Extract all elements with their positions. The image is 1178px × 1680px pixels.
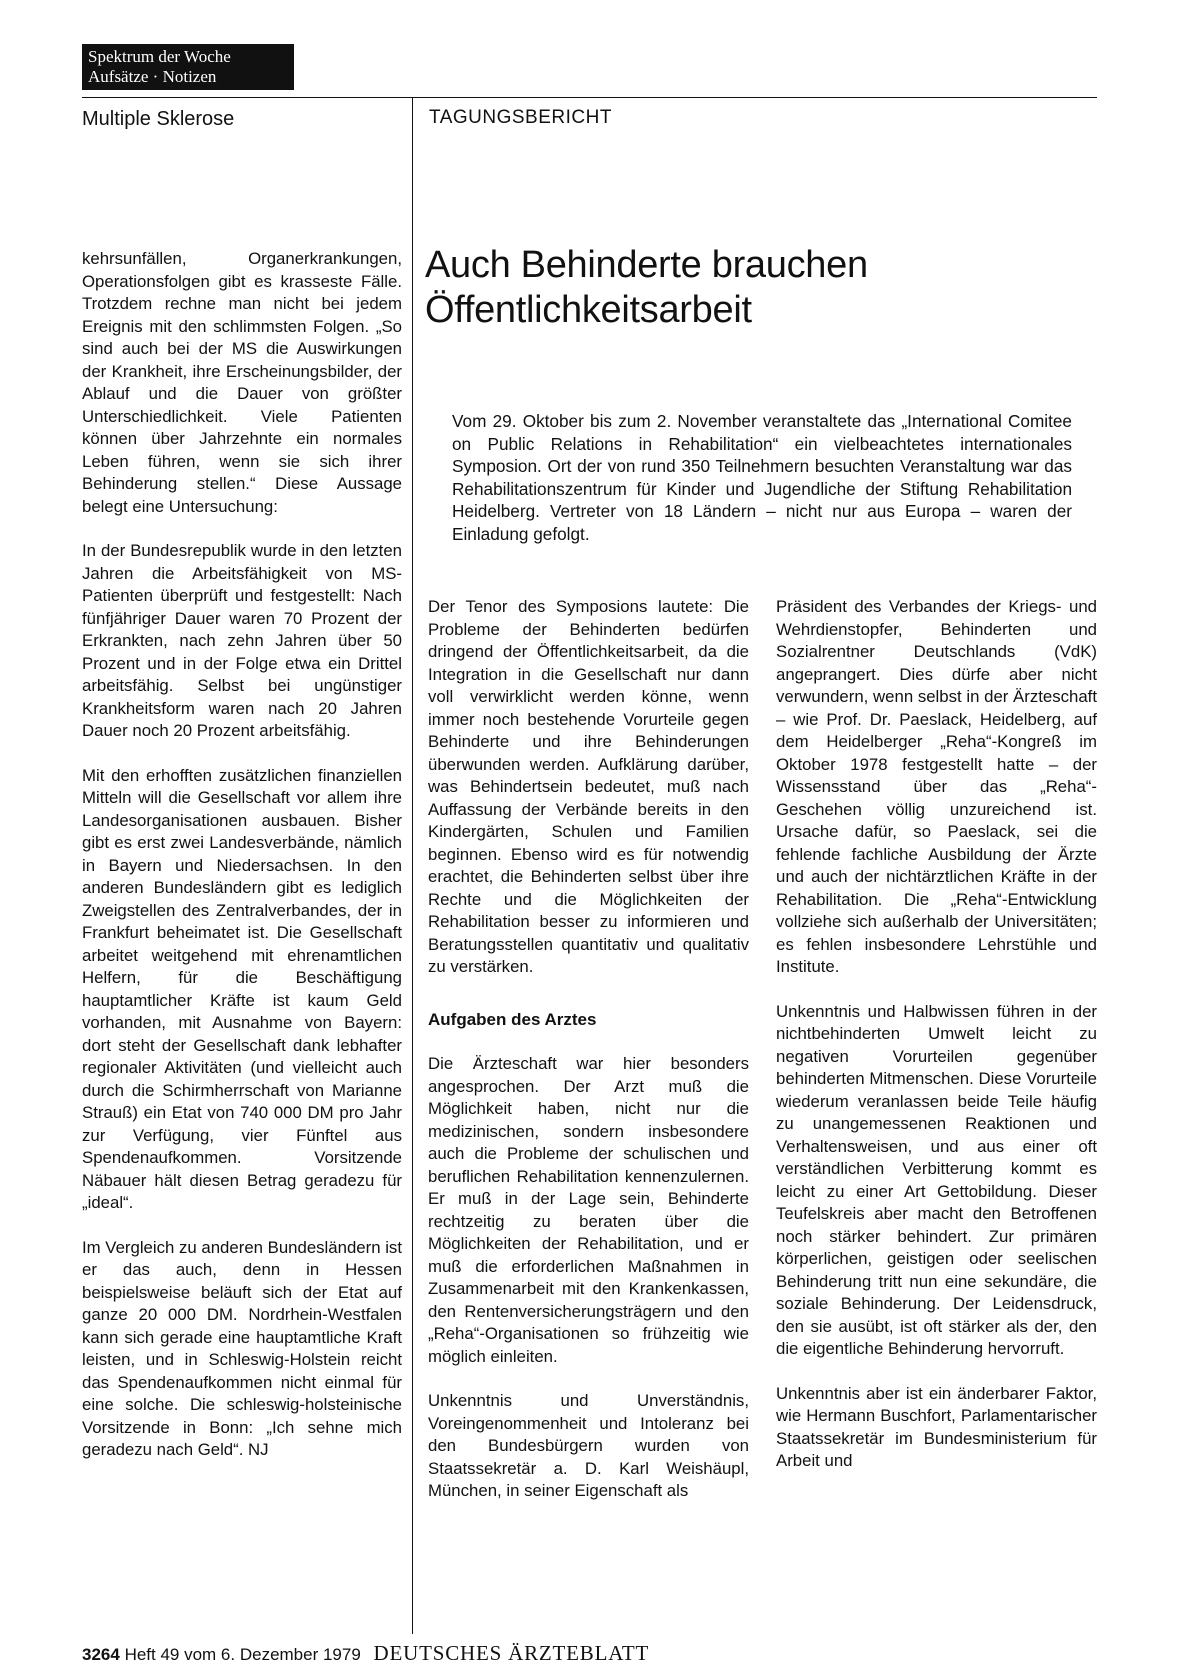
topic-kicker: Multiple Sklerose: [82, 108, 235, 130]
paragraph: Unkenntnis aber ist ein änderbarer Faktor, wie Hermann Buschfort, Parlamentarischer Staatssekretär im Bundesministerium für Arbeit und: [776, 1383, 1097, 1470]
issue-info: Heft 49 vom 6. Dezember 1979: [124, 1645, 361, 1664]
column-divider: [412, 97, 413, 1634]
paragraph: Unkenntnis und Unverständnis, Voreingenommenheit und Intoleranz bei den Bundesbürgern wurden von Staatssekretär a. D. Karl Weishäupl, München, in seiner Eigenschaft als: [428, 1391, 749, 1500]
section-label: [82, 44, 294, 90]
text-column-2: [428, 596, 749, 1525]
section-label-line-2: Aufsätze · Notizen: [88, 67, 217, 86]
section-label-line-1: Spektrum der Woche: [88, 47, 231, 66]
paragraph: Mit den erhofften zusätzlichen finanziellen Mitteln will die Gesellschaft vor allem ihre Landesorganisationen ausbauen. Bisher gibt es erst zwei Landesverbände, nämlich in Bayern und Niedersachsen. In den anderen Bundesländern gibt es lediglich Zweigstellen des Zentralverbandes, der in Frankfurt beheimatet ist. Die Gesellschaft arbeitet weitgehend mit ehrenamtlichen Helfern, für die Beschäftigung hauptamtlicher Kräfte ist kaum Geld vorhanden, mit Ausnahme von Bayern: dort steht der Gesellschaft dank lebhafter regionaler Aktivitäten (und vielleicht auch durch die Schirmherrschaft von Marianne Strauß) ein Etat von 740 000 DM pro Jahr zur Verfügung, vier Fünftel aus Spendenaufkommen. Vorsitzende Näbauer hält diesen Betrag geradezu für „ideal“.: [82, 765, 402, 1212]
paragraph: Der Tenor des Symposions lautete: Die Probleme der Behinderten bedürfen dringend der Öffentlichkeitsarbeit, da die Integration in die Gesellschaft nur dann voll verwirklicht werden könne, wenn immer noch bestehende Vorurteile gegen Behinderte und ihre Behinderungen überwunden werden. Aufklärung darüber, was Behindertsein bedeutet, muß nach Auffassung der Verbände bereits in den Kindergärten, Schulen und Familien beginnen. Ebenso wird es für notwendig erachtet, die Behinderten selbst über ihre Rechte und die Möglichkeiten der Rehabilitation besser zu informieren und Beratungsstellen quantitativ und qualitativ zu verstärken.: [428, 597, 749, 976]
rubric-kicker: TAGUNGSBERICHT: [429, 107, 612, 128]
text-column-1: [82, 248, 402, 1484]
text-column-3: [776, 596, 1097, 1495]
journal-name: DEUTSCHES ÄRZTEBLATT: [373, 1641, 650, 1665]
paragraph: kehrsunfällen, Organerkrankungen, Operationsfolgen gibt es krasseste Fälle. Trotzdem rechne man nicht bei jedem Ereignis mit den schlimmsten Folgen. „So sind auch bei der MS die Auswirkungen der Krankheit, ihre Erscheinungsbilder, der Ablauf und die Dauer von größter Unterschiedlichkeit. Viele Patienten können über Jahrzehnte ein normales Leben führen, wenn sie sich ihrer Behinderung stellen.“ Diese Aussage belegt eine Untersuchung:: [82, 249, 402, 516]
article-lead: Vom 29. Oktober bis zum 2. November veranstaltete das „International Comitee on Public Relations in Rehabilitation“ ein vielbeachtetes internationales Symposion. Ort der von rund 350 Teilnehmern besuchten Veranstaltung war das Rehabilitationszentrum für Kinder und Jugendliche der Stiftung Rehabilitation Heidelberg. Vertreter von 18 Ländern – nicht nur aus Europa – waren der Einladung gefolgt.: [452, 411, 1072, 544]
subheading: Aufgaben des Arztes: [428, 1009, 597, 1029]
paragraph: Im Vergleich zu anderen Bundesländern ist er das auch, denn in Hessen beispielsweise beläuft sich der Etat auf ganze 20 000 DM. Nordrhein-Westfalen kann sich gerade eine hauptamtliche Kraft leisten, und in Schleswig-Holstein reicht das Spendenaufkommen nicht einmal für eine solche. Die schleswig-holsteinische Vorsitzende in Bonn: „Ich sehne mich geradezu nach Geld“. NJ: [82, 1237, 402, 1459]
paragraph: In der Bundesrepublik wurde in den letzten Jahren die Arbeitsfähigkeit von MS-Patienten überprüft und festgestellt: Nach fünfjähriger Dauer waren 70 Prozent der Erkrankten, nach zehn Jahren über 50 Prozent und in der Folge etwa ein Drittel arbeitsfähig. Selbst bei ungünstiger Krankheitsform waren nach 20 Jahren Dauer noch 20 Prozent arbeitsfähig.: [82, 541, 402, 740]
article-headline: Auch Behinderte brauchen Öffentlichkeitsarbeit: [425, 244, 868, 331]
top-rule: [82, 97, 1097, 98]
paragraph: Unkenntnis und Halbwissen führen in der nichtbehinderten Umwelt leicht zu negativen Vorurteilen gegenüber behinderten Mitmenschen. Diese Vorurteile wiederum veranlassen beide Teile häufig zu unangemessenen Reaktionen und Verhaltensweisen, und aus einer oft verständlichen Verbitterung kommt es leicht zu einer Art Gettobildung. Dieser Teufelskreis aber macht den Betroffenen noch stärker behindert. Zur primären körperlichen, geistigen oder seelischen Behinderung tritt nun eine sekundäre, die soziale Behinderung. Der Leidensdruck, den sie ausübt, ist oft stärker als der, den die eigentliche Behinderung hervorruft.: [776, 1001, 1097, 1358]
paragraph: Die Ärzteschaft war hier besonders angesprochen. Der Arzt muß die Möglichkeit haben, nicht nur die medizinischen, sondern insbesondere auch die Probleme der schulischen und beruflichen Rehabilitation kennenzulernen. Er muß in der Lage sein, Behinderte rechtzeitig zu beraten über die Möglichkeiten der Rehabilitation, und er muß die erforderlichen Maßnahmen in Zusammenarbeit mit den Krankenkassen, den Rentenversicherungsträgern und den „Reha“-Organisationen so frühzeitig wie möglich einleiten.: [428, 1054, 749, 1366]
page-number: 3264: [82, 1645, 120, 1664]
page-footer: [82, 1641, 649, 1666]
paragraph: Präsident des Verbandes der Kriegs- und Wehrdienstopfer, Behinderten und Sozialrentner Deutschlands (VdK) angeprangert. Dies dürfe aber nicht verwundern, wenn selbst in der Ärzteschaft – wie Prof. Dr. Paeslack, Heidelberg, auf dem Heidelberger „Reha“-Kongreß im Oktober 1978 festgestellt hatte – der Wissensstand über das „Reha“-Geschehen völlig unzureichend ist. Ursache dafür, so Paeslack, sei die fehlende fachliche Ausbildung der Ärzte und auch der nichtärztlichen Kräfte in der Rehabilitation. Die „Reha“-Entwicklung vollziehe sich außerhalb der Universitäten; es fehlen insbesondere Lehrstühle und Institute.: [776, 597, 1097, 976]
